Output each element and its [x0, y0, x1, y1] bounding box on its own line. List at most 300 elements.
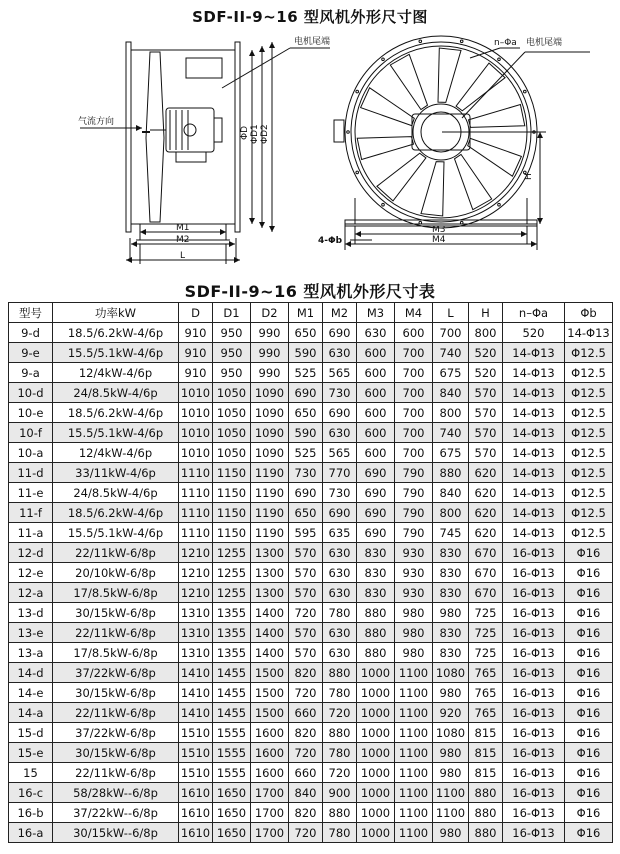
impeller-blade — [361, 88, 415, 126]
table-cell: 13-e — [9, 623, 53, 643]
table-cell: 13-d — [9, 603, 53, 623]
table-cell: 630 — [323, 423, 357, 443]
table-cell: 10-d — [9, 383, 53, 403]
table-cell: 1555 — [213, 763, 251, 783]
table-row — [9, 523, 613, 543]
table-cell: 1090 — [251, 403, 289, 423]
table-cell: 690 — [289, 483, 323, 503]
table-cell: 1555 — [213, 723, 251, 743]
table-cell: 990 — [251, 343, 289, 363]
table-cell: 675 — [433, 363, 469, 383]
table-cell: Φ12.5 — [565, 423, 613, 443]
table-cell: 900 — [323, 783, 357, 803]
table-cell: 15-d — [9, 723, 53, 743]
table-cell: 1110 — [179, 503, 213, 523]
column-header: M4 — [395, 303, 433, 323]
table-cell: 1000 — [357, 703, 395, 723]
table-row — [9, 683, 613, 703]
table-cell: 565 — [323, 443, 357, 463]
flange-bolt-hole — [382, 203, 385, 206]
table-cell: Φ16 — [565, 543, 613, 563]
table-cell: 37/22kW-6/8p — [53, 723, 179, 743]
table-cell: 1355 — [213, 603, 251, 623]
table-cell: 820 — [289, 663, 323, 683]
table-cell: 1700 — [251, 783, 289, 803]
table-cell: 790 — [395, 503, 433, 523]
table-cell: 930 — [395, 543, 433, 563]
table-row — [9, 543, 613, 563]
column-header: M1 — [289, 303, 323, 323]
table-cell: 600 — [357, 443, 395, 463]
table-cell: 725 — [469, 643, 503, 663]
table-cell: 950 — [213, 363, 251, 383]
table-cell: 520 — [469, 363, 503, 383]
label-M3: M3 — [432, 225, 446, 235]
table-cell: 725 — [469, 603, 503, 623]
table-cell: 1100 — [395, 783, 433, 803]
label-L: L — [180, 251, 186, 261]
table-cell: 14-Φ13 — [503, 423, 565, 443]
table-cell: 15.5/5.1kW-4/6p — [53, 343, 179, 363]
table-cell: 600 — [357, 383, 395, 403]
table-cell: 16-Φ13 — [503, 603, 565, 623]
label-M1: M1 — [176, 223, 190, 233]
table-cell: 1190 — [251, 523, 289, 543]
impeller-blade — [468, 138, 522, 176]
table-cell: Φ16 — [565, 583, 613, 603]
table-cell: 9-e — [9, 343, 53, 363]
table-cell: 1455 — [213, 663, 251, 683]
table-cell: 720 — [323, 703, 357, 723]
table-cell: 1555 — [213, 743, 251, 763]
table-cell: Φ16 — [565, 743, 613, 763]
table-cell: 1500 — [251, 663, 289, 683]
table-cell: Φ12.5 — [565, 383, 613, 403]
table-cell: 720 — [323, 763, 357, 783]
table-cell: 30/15kW-6/8p — [53, 743, 179, 763]
table-cell: 520 — [503, 323, 565, 343]
label-D1: ΦD1 — [250, 124, 260, 144]
table-cell: 1400 — [251, 643, 289, 663]
table-cell: 1355 — [213, 643, 251, 663]
impeller-blade — [421, 162, 444, 216]
table-cell: 600 — [357, 343, 395, 363]
table-cell: 16-Φ13 — [503, 663, 565, 683]
table-cell: 700 — [395, 363, 433, 383]
label-D2: ΦD2 — [260, 124, 270, 144]
table-row — [9, 583, 613, 603]
flange-bolt-hole — [460, 40, 463, 43]
table-cell: 12/4kW-4/6p — [53, 443, 179, 463]
table-cell: 880 — [357, 603, 395, 623]
table-cell: 1050 — [213, 403, 251, 423]
column-header: H — [469, 303, 503, 323]
table-cell: Φ12.5 — [565, 503, 613, 523]
table-cell: 14-e — [9, 683, 53, 703]
table-cell: Φ16 — [565, 723, 613, 743]
table-cell: 790 — [395, 463, 433, 483]
table-cell: 1455 — [213, 703, 251, 723]
table-cell: Φ12.5 — [565, 403, 613, 423]
column-header: D — [179, 303, 213, 323]
table-cell: 780 — [323, 743, 357, 763]
table-cell: 650 — [289, 403, 323, 423]
label-H: H — [524, 173, 534, 180]
column-header: Φb — [565, 303, 613, 323]
table-cell: 700 — [395, 383, 433, 403]
table-cell: 880 — [323, 663, 357, 683]
table-cell: 765 — [469, 703, 503, 723]
table-cell: 1510 — [179, 743, 213, 763]
table-cell: 800 — [433, 503, 469, 523]
table-cell: 1000 — [357, 683, 395, 703]
table-cell: 16-Φ13 — [503, 543, 565, 563]
table-cell: 770 — [323, 463, 357, 483]
table-cell: 18.5/6.2kW-4/6p — [53, 503, 179, 523]
table-cell: Φ16 — [565, 663, 613, 683]
flange-bolt-hole — [524, 90, 527, 93]
table-cell: 1310 — [179, 603, 213, 623]
table-cell: 730 — [323, 483, 357, 503]
table-cell: 690 — [289, 383, 323, 403]
table-cell: 11-f — [9, 503, 53, 523]
label-motor-end-right: 电机尾端 — [526, 38, 563, 48]
table-cell: 570 — [289, 543, 323, 563]
table-cell: 590 — [289, 343, 323, 363]
table-cell: 700 — [395, 423, 433, 443]
table-cell: 1000 — [357, 743, 395, 763]
table-row — [9, 383, 613, 403]
table-row — [9, 783, 613, 803]
table-cell: 12-e — [9, 563, 53, 583]
table-cell: 630 — [323, 643, 357, 663]
table-cell: 1355 — [213, 623, 251, 643]
table-cell: 620 — [469, 503, 503, 523]
table-cell: 1300 — [251, 543, 289, 563]
table-header-row — [9, 303, 613, 323]
table-cell: 620 — [469, 483, 503, 503]
label-M2: M2 — [176, 235, 190, 245]
table-cell: 990 — [251, 363, 289, 383]
table-cell: 14-Φ13 — [503, 483, 565, 503]
table-cell: 880 — [433, 463, 469, 483]
table-cell: 950 — [213, 343, 251, 363]
table-cell: 830 — [357, 563, 395, 583]
table-cell: 30/15kW-6/8p — [53, 683, 179, 703]
column-header: D2 — [251, 303, 289, 323]
table-cell: 1000 — [357, 663, 395, 683]
table-cell: 16-Φ13 — [503, 823, 565, 843]
table-row — [9, 763, 613, 783]
table-cell: 11-d — [9, 463, 53, 483]
table-cell: 1610 — [179, 823, 213, 843]
table-cell: 9-d — [9, 323, 53, 343]
table-cell: 690 — [357, 503, 395, 523]
table-row — [9, 503, 613, 523]
table-cell: 1100 — [433, 783, 469, 803]
table-cell: 700 — [395, 443, 433, 463]
table-cell: 1050 — [213, 383, 251, 403]
table-cell: 1000 — [357, 723, 395, 743]
impeller-blade — [469, 105, 525, 128]
table-cell: 600 — [357, 423, 395, 443]
table-row — [9, 823, 613, 843]
table-cell: 1080 — [433, 723, 469, 743]
table-cell: 765 — [469, 683, 503, 703]
table-cell: 1050 — [213, 423, 251, 443]
table-cell: 630 — [323, 583, 357, 603]
table-cell: 670 — [469, 563, 503, 583]
table-cell: 600 — [395, 323, 433, 343]
table-cell: 950 — [213, 323, 251, 343]
flange-bolt-hole — [419, 40, 422, 43]
table-cell: 700 — [395, 403, 433, 423]
table-cell: 600 — [357, 363, 395, 383]
table-cell: 10-a — [9, 443, 53, 463]
table-cell: 980 — [395, 623, 433, 643]
table-cell: 11-a — [9, 523, 53, 543]
table-row — [9, 803, 613, 823]
table-cell: 815 — [469, 723, 503, 743]
table-cell: 880 — [357, 623, 395, 643]
table-cell: 13-a — [9, 643, 53, 663]
table-row — [9, 603, 613, 623]
inlet-flange — [126, 42, 131, 232]
table-cell: 910 — [179, 363, 213, 383]
table-cell: 1500 — [251, 683, 289, 703]
table-cell: Φ16 — [565, 603, 613, 623]
table-cell: 1310 — [179, 643, 213, 663]
impeller-blade — [390, 54, 427, 109]
table-cell: 15.5/5.1kW-4/6p — [53, 423, 179, 443]
motor-body — [166, 108, 214, 152]
table-body — [9, 323, 613, 843]
column-header: M3 — [357, 303, 395, 323]
table-cell: 1650 — [213, 783, 251, 803]
table-cell: 1600 — [251, 723, 289, 743]
table-cell: 16-Φ13 — [503, 563, 565, 583]
table-cell: Φ16 — [565, 683, 613, 703]
table-cell: 17/8.5kW-6/8p — [53, 583, 179, 603]
table-cell: 910 — [179, 323, 213, 343]
table-cell: 630 — [357, 323, 395, 343]
table-row — [9, 463, 613, 483]
table-cell: 1100 — [395, 723, 433, 743]
table-cell: 590 — [289, 423, 323, 443]
table-cell: 525 — [289, 443, 323, 463]
table-cell: 570 — [289, 623, 323, 643]
table-cell: 24/8.5kW-4/6p — [53, 383, 179, 403]
table-cell: 570 — [289, 583, 323, 603]
table-cell: 1100 — [395, 823, 433, 843]
table-cell: 1000 — [357, 783, 395, 803]
impeller-blade-side — [146, 52, 164, 222]
table-cell: 1210 — [179, 543, 213, 563]
table-cell: 1210 — [179, 563, 213, 583]
table-cell: 830 — [433, 623, 469, 643]
table-cell: 1150 — [213, 503, 251, 523]
table-cell: 16-a — [9, 823, 53, 843]
table-cell: 9-a — [9, 363, 53, 383]
table-cell: 650 — [289, 323, 323, 343]
table-row — [9, 443, 613, 463]
table-cell: 1510 — [179, 723, 213, 743]
table-cell: 830 — [433, 543, 469, 563]
table-cell: 1010 — [179, 443, 213, 463]
motor-terminal-box — [186, 58, 222, 78]
table-cell: 920 — [433, 703, 469, 723]
table-cell: 22/11kW-6/8p — [53, 543, 179, 563]
table-cell: 1400 — [251, 623, 289, 643]
table-cell: 16-b — [9, 803, 53, 823]
table-cell: 1700 — [251, 803, 289, 823]
impeller-blade — [438, 48, 461, 102]
fan-dimension-drawing — [0, 28, 620, 278]
table-cell: 1610 — [179, 783, 213, 803]
table-cell: 10-f — [9, 423, 53, 443]
table-cell: 1010 — [179, 383, 213, 403]
table-cell: 14-Φ13 — [503, 503, 565, 523]
table-cell: 33/11kW-4/6p — [53, 463, 179, 483]
table-cell: 820 — [289, 803, 323, 823]
table-cell: 16-Φ13 — [503, 643, 565, 663]
table-cell: 980 — [433, 823, 469, 843]
table-row — [9, 623, 613, 643]
table-cell: 570 — [469, 383, 503, 403]
table-cell: 980 — [433, 743, 469, 763]
table-cell: 1255 — [213, 583, 251, 603]
table-cell: 1300 — [251, 583, 289, 603]
table-cell: 720 — [289, 823, 323, 843]
table-cell: 630 — [323, 543, 357, 563]
table-cell: 1600 — [251, 743, 289, 763]
table-cell: 1150 — [213, 463, 251, 483]
column-header: 功率kW — [53, 303, 179, 323]
table-cell: 675 — [433, 443, 469, 463]
table-cell: 1410 — [179, 683, 213, 703]
table-cell: 780 — [323, 823, 357, 843]
table-cell: 690 — [323, 503, 357, 523]
table-cell: Φ12.5 — [565, 463, 613, 483]
table-cell: 22/11kW-6/8p — [53, 763, 179, 783]
table-cell: 1510 — [179, 763, 213, 783]
table-row — [9, 423, 613, 443]
table-row — [9, 703, 613, 723]
table-cell: 1110 — [179, 523, 213, 543]
label-airflow: 气流方向 — [78, 117, 115, 127]
table-cell: 14-Φ13 — [503, 463, 565, 483]
table-cell: 630 — [323, 343, 357, 363]
table-cell: 14-Φ13 — [503, 523, 565, 543]
column-header: M2 — [323, 303, 357, 323]
table-cell: 14-d — [9, 663, 53, 683]
table-cell: 570 — [469, 443, 503, 463]
table-cell: 570 — [469, 403, 503, 423]
table-cell: 830 — [433, 583, 469, 603]
table-cell: 17/8.5kW-6/8p — [53, 643, 179, 663]
table-cell: 880 — [323, 803, 357, 823]
table-cell: Φ16 — [565, 783, 613, 803]
table-cell: 725 — [469, 623, 503, 643]
table-cell: Φ16 — [565, 823, 613, 843]
table-title: SDF-II-9~16 型风机外形尺寸表 — [184, 282, 436, 301]
table-cell: 720 — [289, 743, 323, 763]
table-cell: 11-e — [9, 483, 53, 503]
table-cell: 690 — [357, 523, 395, 543]
table-row — [9, 343, 613, 363]
table-cell: 24/8.5kW-4/6p — [53, 483, 179, 503]
table-row — [9, 403, 613, 423]
table-cell: 820 — [289, 723, 323, 743]
table-cell: 30/15kW--6/8p — [53, 823, 179, 843]
table-cell: 16-Φ13 — [503, 783, 565, 803]
table-cell: 12/4kW-4/6p — [53, 363, 179, 383]
table-cell: 22/11kW-6/8p — [53, 623, 179, 643]
table-row — [9, 363, 613, 383]
table-cell: 1000 — [357, 763, 395, 783]
table-cell: 570 — [289, 563, 323, 583]
column-header: n–Φa — [503, 303, 565, 323]
table-cell: 1410 — [179, 663, 213, 683]
table-cell: 815 — [469, 763, 503, 783]
table-cell: 1455 — [213, 683, 251, 703]
table-cell: Φ16 — [565, 563, 613, 583]
table-row — [9, 743, 613, 763]
column-header: 型号 — [9, 303, 53, 323]
side-view — [80, 42, 330, 264]
table-cell: 1100 — [433, 803, 469, 823]
label-M4: M4 — [432, 235, 446, 245]
table-cell: 980 — [433, 603, 469, 623]
table-cell: 14-a — [9, 703, 53, 723]
table-cell: 1000 — [357, 823, 395, 843]
table-cell: 570 — [469, 423, 503, 443]
table-cell: 1190 — [251, 503, 289, 523]
table-cell: 830 — [433, 643, 469, 663]
table-cell: Φ16 — [565, 623, 613, 643]
table-cell: 720 — [289, 683, 323, 703]
table-cell: 840 — [433, 383, 469, 403]
impeller-blade — [377, 153, 426, 201]
table-row — [9, 723, 613, 743]
table-cell: Φ12.5 — [565, 523, 613, 543]
impeller-blade — [455, 154, 492, 209]
table-cell: 690 — [323, 323, 357, 343]
table-cell: 14-Φ13 — [503, 363, 565, 383]
label-motor-end-left: 电机尾端 — [294, 37, 331, 47]
table-cell: 10-e — [9, 403, 53, 423]
flange-bolt-hole — [382, 58, 385, 61]
flange-bolt-hole — [356, 90, 359, 93]
drawing-title: SDF-II-9~16 型风机外形尺寸图 — [192, 8, 428, 26]
table-cell: 1100 — [395, 763, 433, 783]
table-cell: 16-Φ13 — [503, 803, 565, 823]
table-cell: 16-Φ13 — [503, 623, 565, 643]
table-cell: 780 — [323, 603, 357, 623]
table-cell: 720 — [289, 603, 323, 623]
table-cell: 12-d — [9, 543, 53, 563]
table-cell: 800 — [469, 323, 503, 343]
table-cell: 12-a — [9, 583, 53, 603]
table-cell: 14-Φ13 — [565, 323, 613, 343]
table-cell: 30/15kW-6/8p — [53, 603, 179, 623]
table-cell: 1300 — [251, 563, 289, 583]
table-cell: 1310 — [179, 623, 213, 643]
table-cell: 16-Φ13 — [503, 703, 565, 723]
table-cell: 670 — [469, 543, 503, 563]
table-cell: 1110 — [179, 483, 213, 503]
table-cell: 790 — [395, 523, 433, 543]
